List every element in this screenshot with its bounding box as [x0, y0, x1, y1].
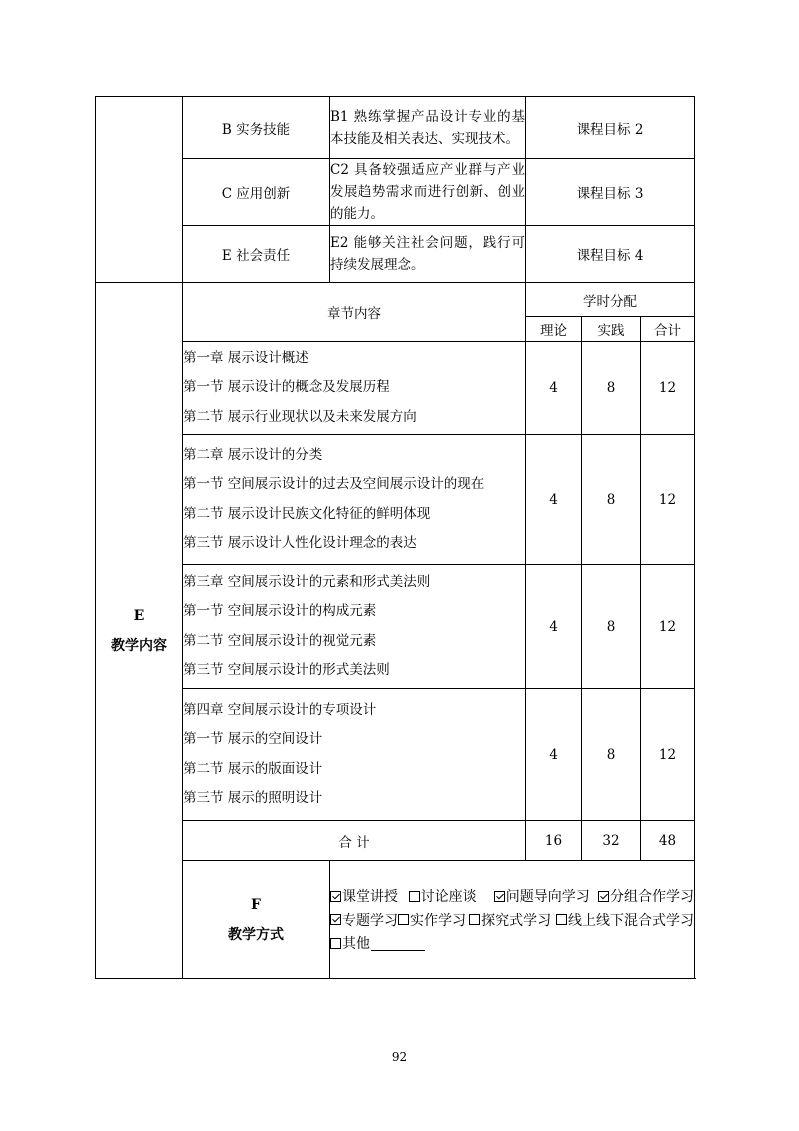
methods-options-row: [330, 908, 694, 932]
practice-header: 实践: [582, 317, 641, 342]
objective-description: B1 熟练掌握产品设计专业的基本技能及相关表达、实现技术。: [330, 97, 526, 159]
objective-row: [96, 159, 695, 226]
total-hours: 12: [641, 435, 695, 565]
sum-row: [96, 821, 695, 861]
chapter-row: [96, 342, 695, 435]
checkbox-unchecked-icon[interactable]: [398, 914, 409, 925]
sum-label: 合 计: [183, 821, 526, 861]
method-option[interactable]: [556, 910, 694, 930]
objective-row: [96, 226, 695, 283]
methods-label: 教学方式: [228, 926, 284, 943]
method-label: 其他: [342, 936, 370, 952]
total-hours: 12: [641, 565, 695, 689]
sum-theory: 16: [526, 821, 582, 861]
method-option[interactable]: [409, 886, 494, 906]
method-option[interactable]: [598, 886, 694, 906]
methods-options-row: [330, 931, 694, 955]
method-label: 探究式学习: [481, 912, 552, 929]
objective-category: E 社会责任: [183, 226, 330, 283]
method-option[interactable]: [330, 910, 398, 930]
chapter-line: 第二节 展示的版面设计: [183, 760, 323, 777]
chapter-lines: [183, 435, 526, 565]
method-option-other[interactable]: [330, 933, 425, 953]
chapter-row: [96, 565, 695, 689]
page-number: 92: [391, 1050, 408, 1064]
method-option[interactable]: [330, 886, 409, 906]
chapter-line: 第二节 空间展示设计的视觉元素: [183, 632, 377, 649]
checkbox-checked-icon[interactable]: [598, 891, 609, 902]
content-letter: E: [133, 607, 145, 624]
chapter-content-header: 章节内容: [183, 283, 526, 342]
method-option[interactable]: [398, 910, 469, 930]
chapter-line: 第三节 展示的照明设计: [183, 790, 323, 806]
theory-hours: 4: [526, 689, 582, 821]
content-side-label: [96, 283, 183, 979]
chapter-line: 第一节 展示的空间设计: [183, 731, 323, 747]
theory-hours: 4: [526, 342, 582, 435]
chapter-line: 第二节 展示设计民族文化特征的鲜明体现: [183, 505, 431, 522]
methods-options: [330, 861, 695, 979]
objective-row: [96, 97, 695, 159]
practice-hours: 8: [582, 435, 641, 565]
chapter-line: 第三节 空间展示设计的形式美法则: [183, 662, 390, 678]
methods-options-row: [330, 884, 694, 908]
objective-target: 课程目标 3: [526, 159, 695, 226]
sum-total: 48: [641, 821, 695, 861]
total-header: 合计: [641, 317, 695, 342]
chapter-row: [96, 689, 695, 821]
objectives-side-cell: [96, 97, 183, 283]
method-label: 实作学习: [410, 912, 466, 929]
checkbox-unchecked-icon[interactable]: [469, 914, 480, 925]
checkbox-checked-icon[interactable]: [330, 891, 341, 902]
chapter-line: 第一章 展示设计概述: [183, 349, 309, 366]
practice-hours: 8: [582, 689, 641, 821]
objective-category: C 应用创新: [183, 159, 330, 226]
methods-side-label: [183, 861, 330, 979]
objective-description: E2 能够关注社会问题，践行可持续发展理念。: [330, 226, 526, 283]
practice-hours: 8: [582, 342, 641, 435]
method-label: 问题导向学习: [505, 889, 590, 905]
method-label: 专题学习: [342, 912, 398, 929]
total-hours: 12: [641, 342, 695, 435]
chapter-line: 第四章 空间展示设计的专项设计: [183, 701, 377, 718]
chapter-lines: [183, 565, 526, 689]
hours-allocation-header: 学时分配: [526, 283, 695, 317]
content-label: 教学内容: [111, 637, 167, 654]
sum-practice: 32: [582, 821, 641, 861]
chapter-row: [96, 435, 695, 565]
method-label: 课堂讲授: [342, 889, 398, 905]
method-label: 线上线下混合式学习: [568, 912, 695, 929]
objective-target: 课程目标 2: [526, 97, 695, 159]
chapter-line: 第一节 展示设计的概念及发展历程: [183, 379, 390, 396]
chapter-lines: [183, 342, 526, 435]
chapter-line: 第二节 展示行业现状以及未来发展方向: [183, 408, 417, 425]
objective-target: 课程目标 4: [526, 226, 695, 283]
chapter-line: 第二章 展示设计的分类: [183, 446, 323, 463]
theory-header: 理论: [526, 317, 582, 342]
checkbox-unchecked-icon[interactable]: [330, 938, 341, 949]
chapter-line: 第三节 展示设计人性化设计理念的表达: [183, 535, 417, 551]
method-label: 讨论座谈: [420, 889, 477, 905]
theory-hours: 4: [526, 565, 582, 689]
objective-description: C2 具备较强适应产业群与产业发展趋势需求而进行创新、创业的能力。: [330, 159, 526, 226]
method-option[interactable]: [469, 910, 556, 930]
chapter-line: 第一节 空间展示设计的构成元素: [183, 603, 377, 619]
theory-hours: 4: [526, 435, 582, 565]
method-option[interactable]: [494, 886, 598, 906]
total-hours: 12: [641, 689, 695, 821]
objective-category: B 实务技能: [183, 97, 330, 159]
practice-hours: 8: [582, 565, 641, 689]
methods-letter: F: [251, 896, 261, 913]
syllabus-table: [95, 96, 695, 979]
checkbox-unchecked-icon[interactable]: [556, 914, 567, 925]
checkbox-checked-icon[interactable]: [330, 914, 341, 925]
content-header-row: [96, 283, 695, 317]
methods-row: [96, 861, 695, 979]
method-label: 分组合作学习: [610, 889, 695, 905]
checkbox-checked-icon[interactable]: [494, 891, 505, 902]
chapter-line: 第三章 空间展示设计的元素和形式美法则: [183, 573, 431, 590]
chapter-line: 第一节 空间展示设计的过去及空间展示设计的现在: [183, 476, 485, 492]
checkbox-unchecked-icon[interactable]: [409, 891, 420, 902]
other-blank-field[interactable]: [371, 936, 425, 951]
chapter-lines: [183, 689, 526, 821]
